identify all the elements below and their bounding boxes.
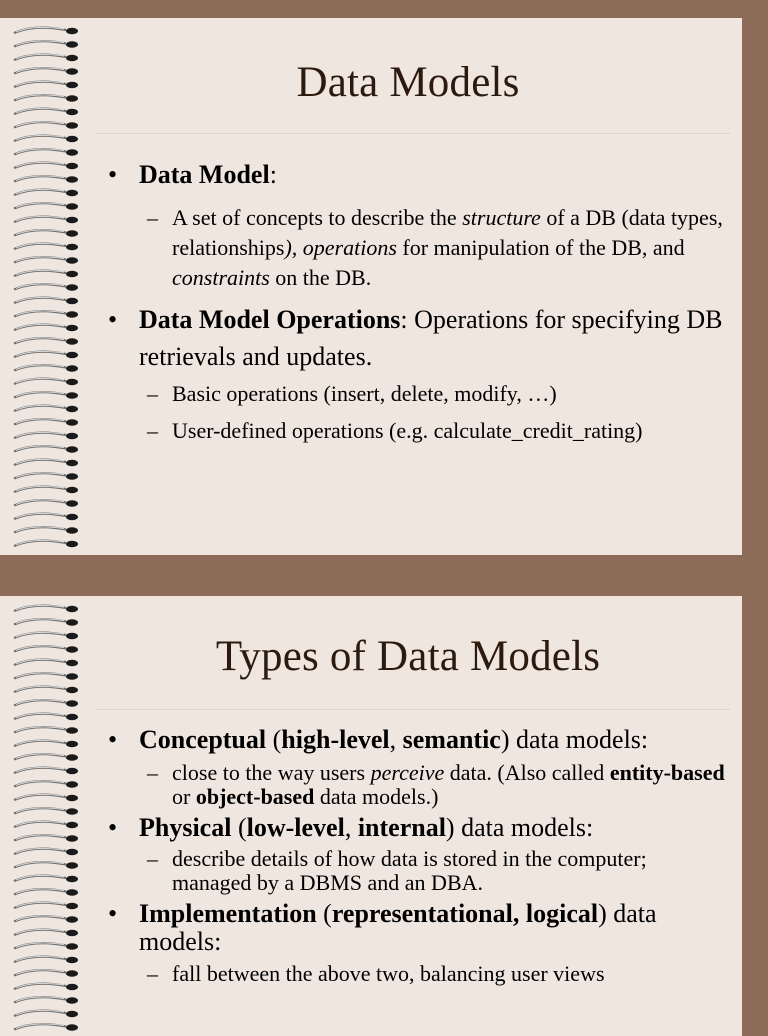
bullet-data-model: • Data Model: (108, 156, 730, 193)
sub-bullet-definition: – A set of concepts to describe the structure of a DB (data types, relationships), operations for manipulation of the DB, and constraints on the DB. (147, 205, 723, 290)
spiral-binding-icon (6, 596, 86, 1036)
bullet-icon: • (108, 725, 118, 754)
slide-title: Data Models (296, 59, 520, 106)
bullet-icon: • (108, 813, 118, 842)
bullet-physical: • Physical (low-level, internal) data models: (108, 813, 594, 842)
spiral-binding-icon (6, 18, 86, 555)
slide-data-models (0, 18, 742, 555)
sub-bullet-user-defined-operations: – User-defined operations (e.g. calculate_credit_rating) (108, 416, 730, 446)
bullet-conceptual: • Conceptual (high-level, semantic) data models: (108, 725, 649, 754)
bullet-icon: • (108, 160, 118, 189)
dash-icon: – (147, 418, 158, 443)
sub-bullet-implementation: – fall between the above two, balancing user views (147, 961, 605, 986)
title-divider (96, 133, 730, 134)
bullet-data-model-operations: • Data Model Operations: Operations for specifying DB retrievals and updates. (108, 301, 730, 375)
title-divider (96, 709, 730, 710)
term-data-model-operations: Data Model Operations (139, 305, 401, 334)
bullet-implementation: • Implementation (representational, logical) data models: (108, 899, 657, 956)
sub-bullet-physical: – describe details of how data is stored in the computer; managed by a DBMS and an DBA. (147, 846, 647, 895)
dash-icon: – (147, 381, 158, 406)
slide-types-of-data-models (0, 596, 742, 1036)
sub-bullet-conceptual: – close to the way users perceive data. (Also called entity-based or object-based data models.) (147, 760, 725, 809)
sub-bullet-basic-operations: – Basic operations (insert, delete, modify, …) (108, 379, 730, 409)
dash-icon: – (147, 961, 158, 986)
bullet-icon: • (108, 305, 118, 334)
slide-content (108, 726, 730, 986)
dash-icon: – (147, 205, 158, 230)
slide-title: Types of Data Models (215, 633, 601, 680)
dash-icon: – (147, 846, 158, 871)
bullet-icon: • (108, 899, 118, 928)
slide-content (108, 156, 730, 446)
term-data-model: Data Model (139, 160, 270, 189)
dash-icon: – (147, 760, 158, 785)
